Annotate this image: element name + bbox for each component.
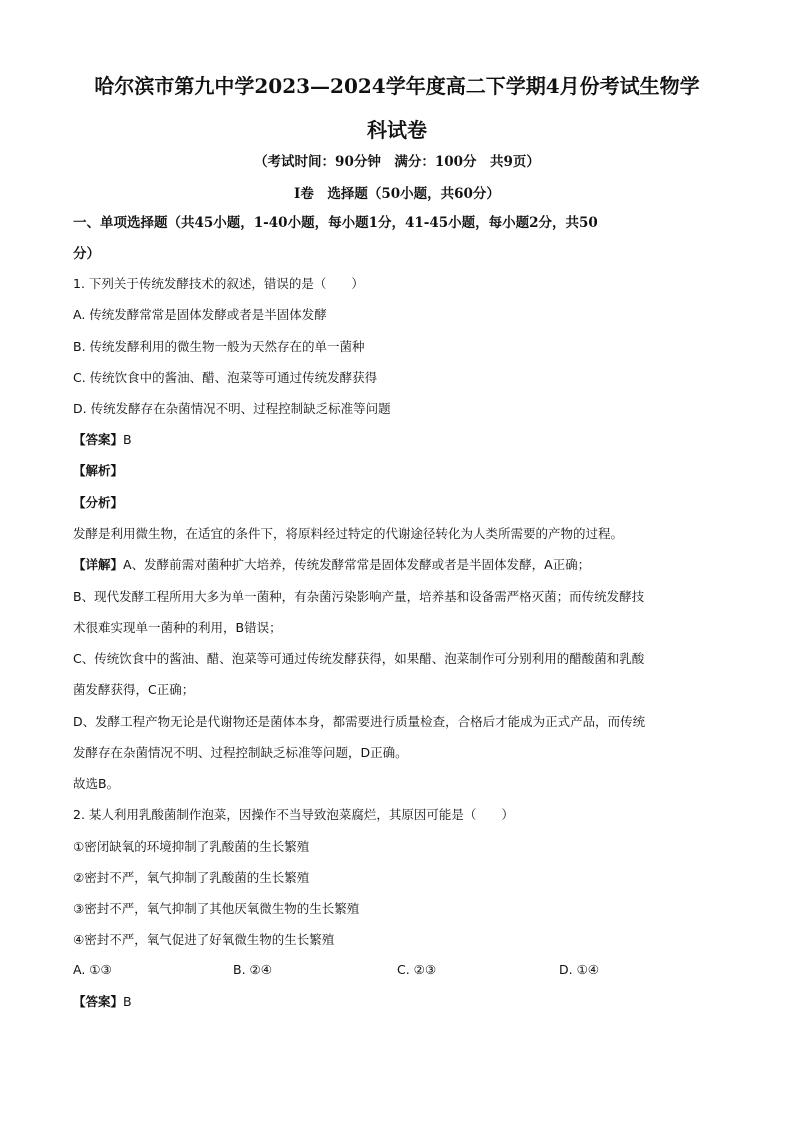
q1-detail-a-text: A、发酵前需对菌种扩大培养，传统发酵常常是固体发酵或者是半固体发酵，A正确；	[123, 557, 591, 572]
q1-answer	[73, 431, 723, 449]
q2-answer-value: B	[123, 994, 132, 1009]
q1-option-a: A. 传统发酵常常是固体发酵或者是半固体发酵	[73, 307, 327, 322]
q1-option-c: C. 传统饮食中的酱油、醋、泡菜等可通过传统发酵获得	[73, 370, 378, 385]
q1-detail-c-line-1: C、传统饮食中的酱油、醋、泡菜等可通过传统发酵获得，如果醋、泡菜制作可分别利用的醋酸菌和乳酸	[73, 651, 645, 666]
q1-detail-a	[73, 556, 723, 574]
q1-detail-b-line-2: 术很难实现单一菌种的利用，B错误；	[73, 620, 282, 635]
q2-option-b: B. ②④	[233, 962, 272, 977]
q1-conclusion: 故选B。	[73, 776, 120, 791]
q1-jiexi-tag: 【解析】	[73, 463, 124, 478]
q2-answer-tag: 【答案】	[73, 994, 124, 1009]
q1-detail-b-line-1: B、现代发酵工程所用大多为单一菌种，有杂菌污染影响产量，培养基和设备需严格灭菌；而传统发酵技	[73, 589, 645, 604]
q1-fenxi-tag: 【分析】	[73, 495, 124, 510]
q2-statement-2: ②密封不严，氧气抑制了乳酸菌的生长繁殖	[73, 870, 310, 885]
q1-detail-tag: 【详解】	[73, 557, 124, 572]
exam-title-line-1: 哈尔滨市第九中学2023—2024学年度高二下学期4月份考试生物学	[94, 74, 700, 98]
q1-detail-d-line-1: D、发酵工程产物无论是代谢物还是菌体本身，都需要进行质量检查，合格后才能成为正式产品，而传统	[73, 714, 646, 729]
q2-options	[73, 962, 723, 980]
q2-option-d: D. ①④	[559, 962, 599, 977]
q1-detail-c-line-2: 菌发酵获得，C正确；	[73, 682, 195, 697]
exam-info: （考试时间：90分钟 满分：100分 共9页）	[254, 154, 540, 170]
q2-option-a: A. ①③	[73, 962, 112, 977]
q2-answer	[73, 993, 723, 1011]
q2-stem: 2. 某人利用乳酸菌制作泡菜，因操作不当导致泡菜腐烂，其原因可能是（ ）	[73, 807, 514, 822]
section-heading-line-1: 一、单项选择题（共45小题，1-40小题，每小题1分，41-45小题，每小题2分，共50	[73, 215, 598, 231]
q2-option-c: C. ②③	[397, 962, 437, 977]
q2-statement-4: ④密封不严，氧气促进了好氧微生物的生长繁殖	[73, 932, 335, 947]
q1-answer-tag: 【答案】	[73, 432, 124, 447]
q1-option-d: D. 传统发酵存在杂菌情况不明、过程控制缺乏标准等问题	[73, 401, 391, 416]
section-heading-line-2: 分）	[73, 246, 100, 262]
q1-fenxi-text: 发酵是利用微生物，在适宜的条件下，将原料经过特定的代谢途径转化为人类所需要的产物的过程。	[73, 526, 624, 541]
q2-statement-1: ①密闭缺氧的环境抑制了乳酸菌的生长繁殖	[73, 839, 310, 854]
q1-answer-value: B	[123, 432, 132, 447]
exam-title	[60, 64, 734, 152]
exam-title-line-2: 科试卷	[367, 118, 427, 142]
volume-title: I卷 选择题（50小题，共60分）	[294, 186, 500, 202]
q1-option-b: B. 传统发酵利用的微生物一般为天然存在的单一菌种	[73, 339, 365, 354]
q1-detail-d-line-2: 发酵存在杂菌情况不明、过程控制缺乏标准等问题，D正确。	[73, 745, 408, 760]
q2-statement-3: ③密封不严，氧气抑制了其他厌氧微生物的生长繁殖	[73, 901, 360, 916]
q1-stem: 1. 下列关于传统发酵技术的叙述，错误的是（ ）	[73, 276, 364, 291]
